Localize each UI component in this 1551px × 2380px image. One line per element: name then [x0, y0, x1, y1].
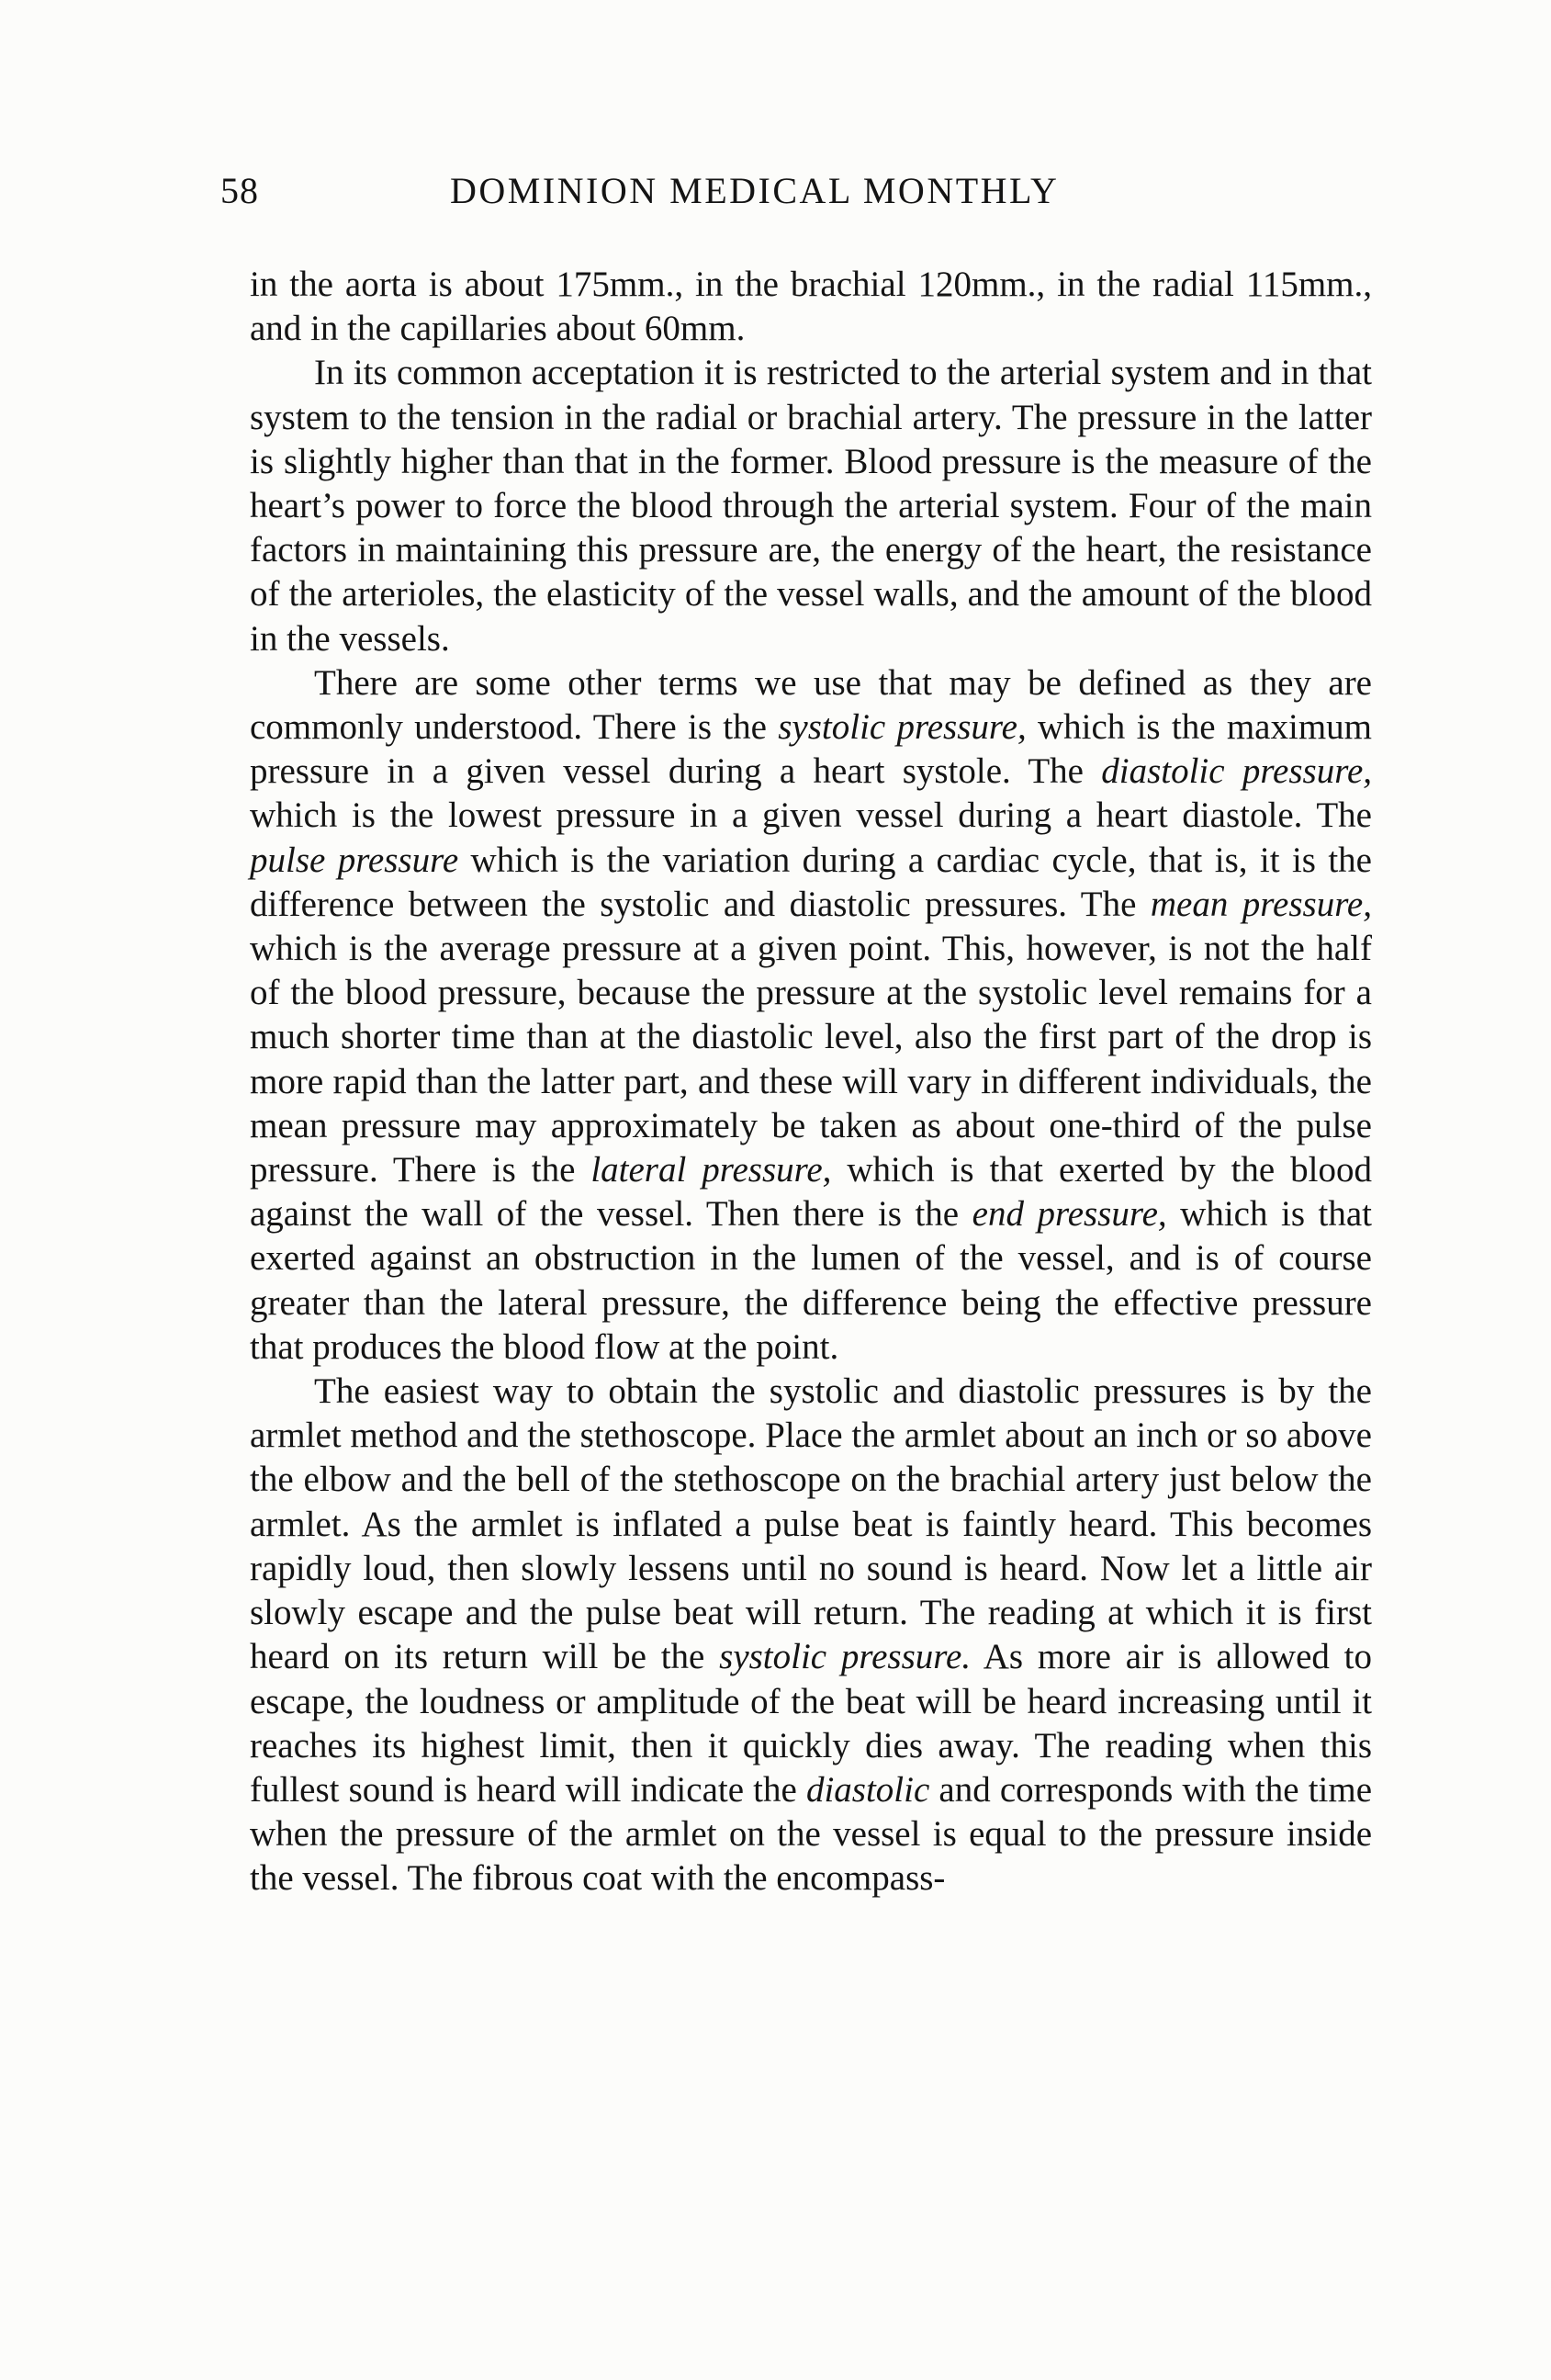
term-lateral-pressure: lateral pressure,	[590, 1150, 832, 1190]
term-systolic-pressure: systolic pressure,	[778, 707, 1027, 748]
term-pulse-pressure: pulse pressure	[250, 840, 459, 880]
journal-title: DOMINION MEDICAL MONTHLY	[450, 170, 1060, 211]
running-head	[220, 164, 1379, 219]
term-diastolic-pressure: diastolic pressure,	[1101, 751, 1373, 792]
text-run: which is the average pressure at a given point. This, however, is not the half of the blood pressure, because the pressure at the systolic level remains for a much shorter time than at the diastolic level, also the first part of the drop is more rapid than the latter part, and these will vary in different individuals, the mean pressure may approximately be taken as about one-third of the pulse pressure. There is the	[250, 929, 1372, 1190]
page-number: 58	[220, 170, 259, 211]
text-run: As more air is allowed to escape, the loudness or amplitude of the beat will be heard increasing until it reaches its highest limit, then it quickly dies away. The reading when this fullest sound is heard will indicate the	[250, 1637, 1373, 1810]
text-run: which is the lowest pressure in a given vessel during a heart diastole. The	[250, 795, 1372, 836]
text-run: which is the variation during a cardiac cycle, that is, it is the difference between the systolic and diastolic pressures. The	[250, 840, 1372, 924]
term-systolic-pressure: systolic pressure.	[719, 1637, 972, 1677]
paragraph-pressure-terms	[250, 661, 1372, 1370]
term-diastolic: diastolic	[805, 1769, 930, 1810]
paragraph-continued: in the aorta is about 175mm., in the brachial 120mm., in the radial 115mm., and in the capillaries about 60mm.	[250, 265, 1372, 349]
term-mean-pressure: mean pressure,	[1150, 884, 1372, 924]
text-run: The easiest way to obtain the systolic and diastolic pressures is by the armlet method and the stethoscope. Place the armlet about an inch or so above the elbow and the bell of the stethoscope on the brachial artery just below the armlet. As the armlet is inflated a pulse beat is faintly heard. This becomes rapidly loud, then slowly lessens until no sound is heard. Now let a little air slowly escape and the pulse beat will return. The reading at which it is first heard on its return will be the	[250, 1371, 1372, 1677]
text-run: which is that exerted by the blood against the wall of the vessel. Then there is the	[250, 1150, 1372, 1235]
text-run: which is that exerted against an obstruction in the lumen of the vessel, and is of course greater than the lateral pressure, the difference being the effective pressure that produces the blood flow at the point.	[250, 1194, 1373, 1367]
term-end-pressure: end pressure,	[972, 1194, 1167, 1235]
text-run: and corresponds with the time when the pressure of the armlet on the vessel is equal to the pressure inside the vessel. The fibrous coat with the encompass-	[250, 1769, 1373, 1899]
paragraph-common-acceptation: In its common acceptation it is restricted to the arterial system and in that system to the tension in the radial or brachial artery. The pressure in the latter is slightly higher than that in the former. Blood pressure is the measure of the heart’s power to force the blood through the arterial system. Four of the main factors in maintaining this pressure are, the energy of the heart, the resistance of the arterioles, the elasticity of the vessel walls, and the amount of the blood in the vessels.	[250, 353, 1372, 659]
text-run: There are some other terms we use that may be defined as they are commonly understood. There is the	[250, 662, 1372, 748]
paragraph-armlet-method	[250, 1370, 1372, 1901]
body-text	[250, 263, 1372, 1901]
text-run: which is the maximum pressure in a given vessel during a heart systole. The	[250, 707, 1372, 792]
